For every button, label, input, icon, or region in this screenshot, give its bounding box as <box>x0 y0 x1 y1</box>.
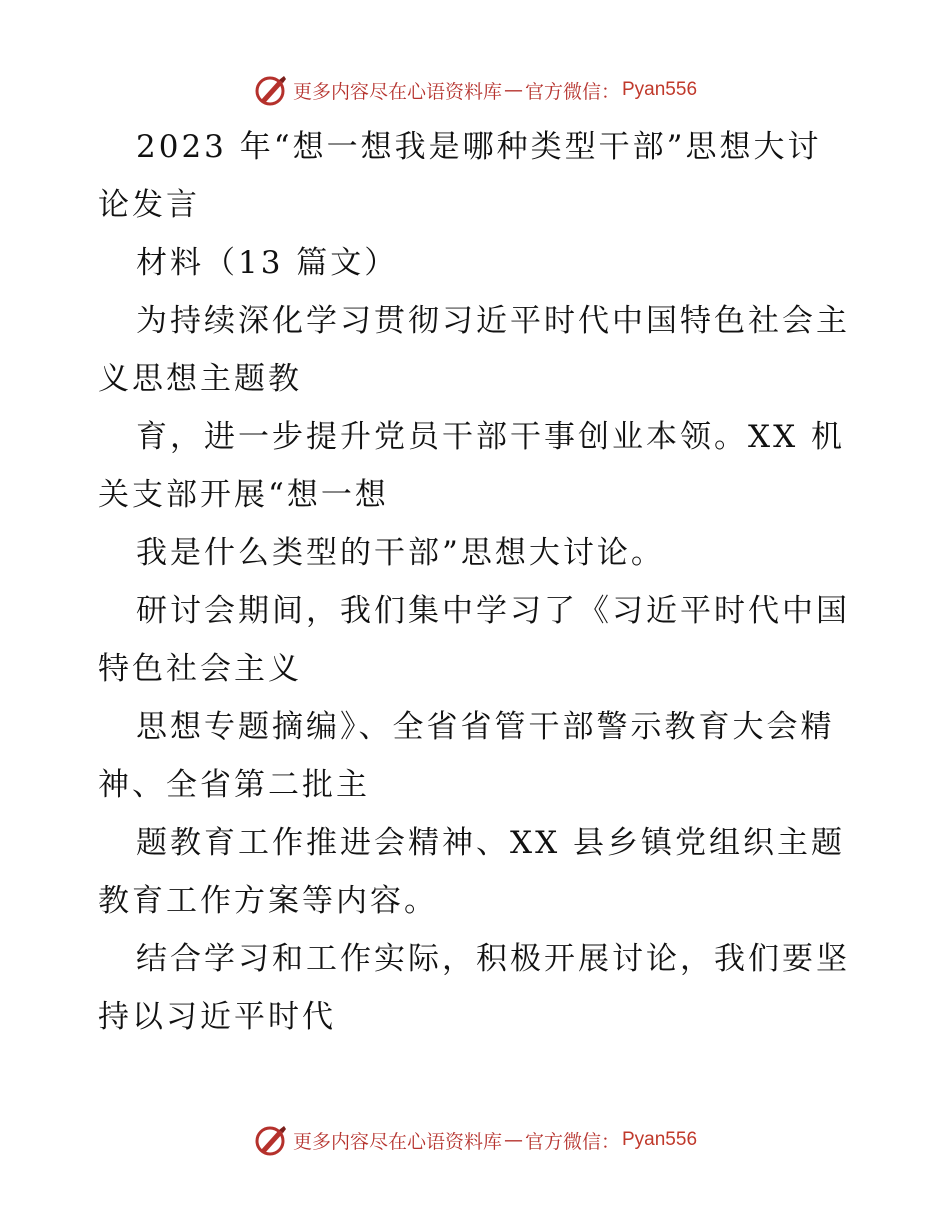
watermark-wechat-id: Pyan556 <box>622 79 698 100</box>
paragraph-line: 教育工作方案等内容。 <box>98 883 438 919</box>
paragraph-line: 育，进一步提升党员干部干事创业本领。XX 机 <box>136 419 845 455</box>
watermark-separator: — <box>503 1129 523 1151</box>
paragraph-line: 关支部开展“想一想 <box>98 477 389 513</box>
paragraph-line: 神、全省第二批主 <box>98 767 370 803</box>
paragraph-line: 义思想主题教 <box>98 361 302 397</box>
paragraph-line: 特色社会主义 <box>98 651 302 687</box>
paragraph-line: 我是什么类型的干部”思想大讨论。 <box>136 535 665 571</box>
watermark-text: 更多内容尽在心语资料库 <box>292 80 502 103</box>
pen-logo-icon <box>253 1122 289 1158</box>
pen-logo-icon <box>253 72 289 108</box>
paragraph-line: 为持续深化学习贯彻习近平时代中国特色社会主 <box>136 303 850 339</box>
watermark-wechat-id: Pyan556 <box>622 1129 698 1150</box>
subtitle-line: 材料（13 篇文） <box>136 245 399 281</box>
watermark-text: 更多内容尽在心语资料库 <box>292 1130 502 1153</box>
header-watermark <box>0 70 950 110</box>
title-line-2: 论发言 <box>98 187 200 223</box>
paragraph-line: 研讨会期间，我们集中学习了《习近平时代中国 <box>136 593 850 629</box>
footer-watermark <box>0 1120 950 1160</box>
paragraph-line: 结合学习和工作实际，积极开展讨论，我们要坚 <box>136 941 850 977</box>
paragraph-line: 持以习近平时代 <box>98 999 336 1035</box>
watermark-separator: — <box>503 79 523 101</box>
watermark-wechat-label: 官方微信： <box>524 1130 620 1153</box>
paragraph-line: 题教育工作推进会精神、XX 县乡镇党组织主题 <box>136 825 845 861</box>
paragraph-line: 思想专题摘编》、全省省管干部警示教育大会精 <box>136 709 835 745</box>
document-body <box>98 118 858 1046</box>
title-line-1: 2023 年“想一想我是哪种类型干部”思想大讨 <box>136 129 822 165</box>
watermark-wechat-label: 官方微信： <box>524 80 620 103</box>
